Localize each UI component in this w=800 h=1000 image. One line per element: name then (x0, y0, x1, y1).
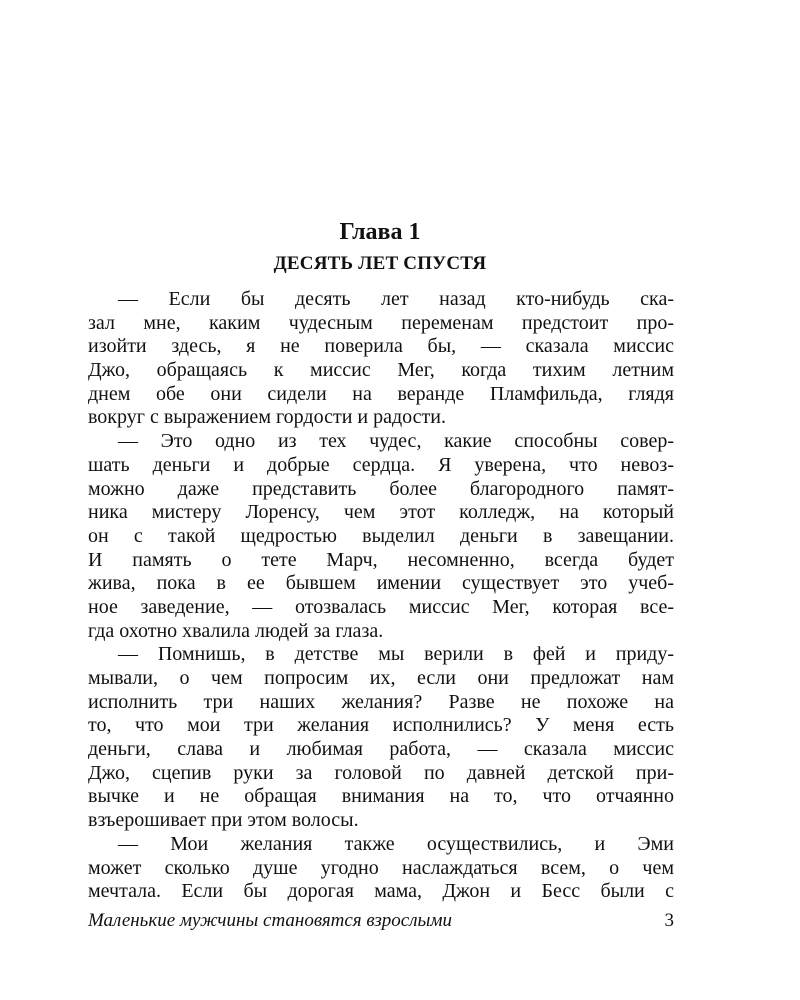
chapter-number-title: Глава 1 (339, 219, 421, 245)
page-number: 3 (664, 910, 674, 931)
text-line: — Это одно из тех чудес, какие способны совер- (118, 430, 674, 453)
text-line: — Если бы десять лет назад кто-нибудь ска- (118, 288, 674, 310)
text-line: вокруг с выражением гордости и радости. (88, 406, 446, 429)
text-line: мечтала. Если бы дорогая мама, Джон и Бесс были с (88, 880, 674, 903)
text-line: ное заведение, — отозвалась миссис Мег, которая все- (88, 595, 674, 618)
text-line: вычке и не обращая внимания на то, что отчаянно (88, 785, 674, 808)
text-line: Джо, обращаясь к миссис Мег, когда тихим летним (88, 359, 674, 382)
text-line: взъерошивает при этом волосы. (88, 809, 359, 832)
text-line: гда охотно хвалила людей за глаза. (88, 619, 384, 642)
text-line: днем обе они сидели на веранде Пламфильда, глядя (88, 382, 674, 405)
text-line: И память о тете Марч, несомненно, всегда будет (88, 548, 674, 571)
text-line: мывали, о чем попросим их, если они предложат нам (88, 667, 674, 689)
page-footer (88, 908, 674, 934)
text-line: — Помнишь, в детстве мы верили в фей и приду- (118, 643, 674, 666)
text-line: Джо, сцепив руки за головой по давней детской при- (88, 761, 674, 784)
text-line: может сколько душе угодно наслаждаться всем, о чем (88, 856, 674, 879)
text-line: жива, пока в ее бывшем имении существует это учеб- (88, 572, 674, 595)
text-line: можно даже представить более благородного памят- (88, 477, 674, 500)
text-line: ника мистеру Лоренсу, чем этот колледж, на который (88, 501, 674, 524)
text-line: деньги, слава и любимая работа, — сказала миссис (88, 738, 674, 761)
text-line: исполнить три наших желания? Разве не похоже на (88, 690, 674, 713)
text-line: зал мне, каким чудесным переменам предстоит про- (88, 311, 674, 334)
running-title: Маленькие мужчины становятся взрослыми (88, 910, 453, 931)
text-line: изойти здесь, я не поверила бы, — сказала миссис (88, 335, 674, 358)
text-line: он с такой щедростью выделил деньги в завещании. (88, 524, 674, 547)
chapter-subtitle: ДЕСЯТЬ ЛЕТ СПУСТЯ (273, 253, 487, 274)
text-line: то, что мои три желания исполнились? У меня есть (88, 714, 674, 737)
text-line: шать деньги и добрые сердца. Я уверена, что невоз- (88, 453, 674, 476)
body-text (88, 288, 674, 904)
text-line: — Мои желания также осуществились, и Эми (118, 832, 674, 855)
